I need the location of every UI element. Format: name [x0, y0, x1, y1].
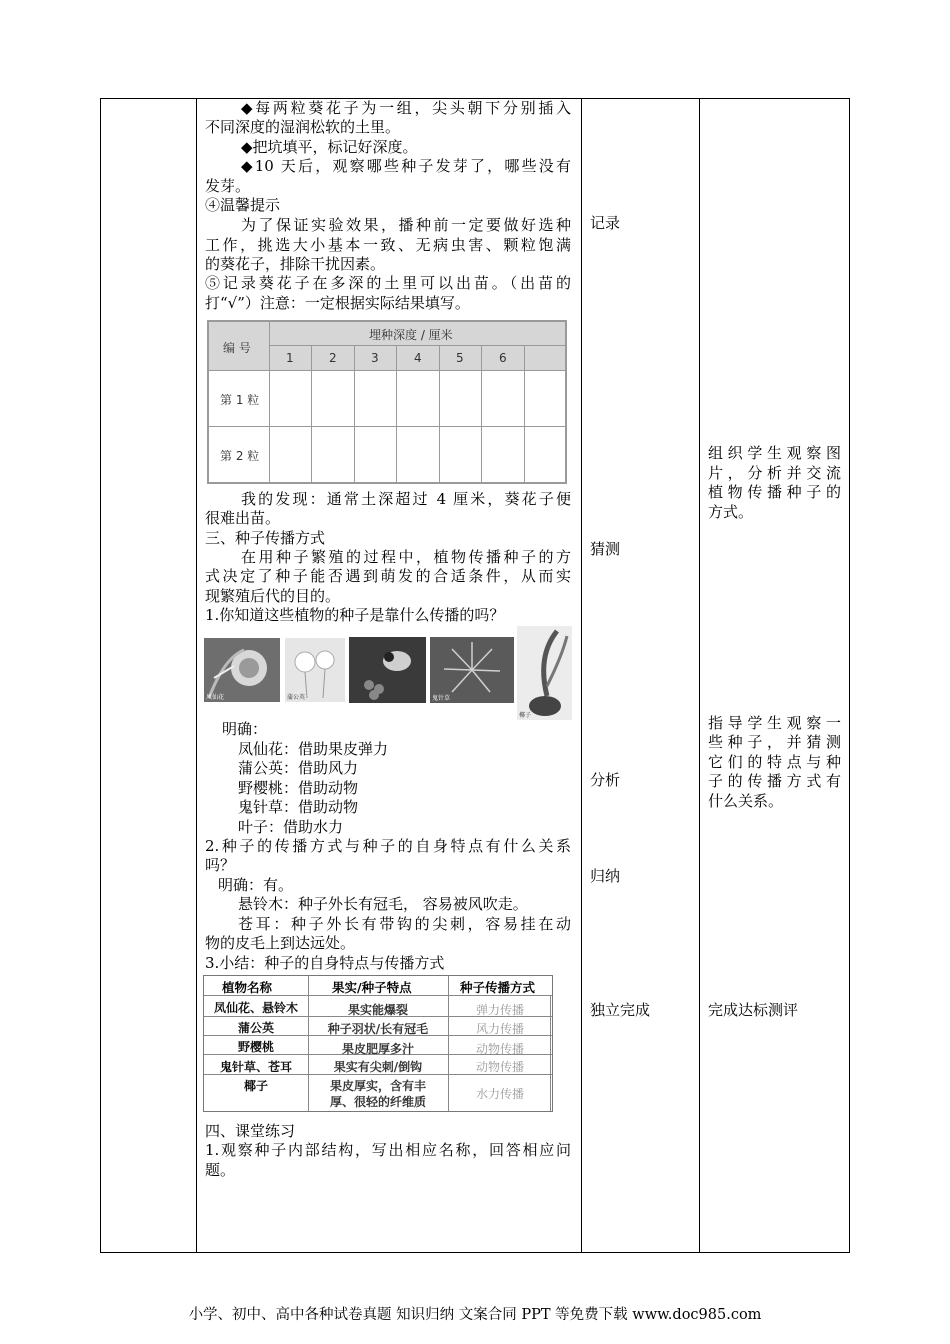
cell-method: 弹力传播: [475, 1003, 524, 1017]
text-line: 明确：有。: [218, 876, 294, 894]
teacher-note: 些种子，并猜测: [708, 733, 841, 751]
cell-method: 动物传播: [475, 1060, 524, 1074]
text-line: 打“√”）注意：一定根据实际结果填写。: [205, 294, 470, 312]
number-header: 编 号: [223, 341, 251, 355]
student-activity: 记录: [590, 214, 621, 232]
photo-caption: 蒲公英: [287, 694, 306, 701]
cell-plant: 凤仙花、悬铃木: [213, 1001, 298, 1015]
text-line: 我的发现：通常土深超过 4 厘米，葵花子便: [241, 490, 571, 508]
column-divider: [196, 99, 197, 1252]
photo-impatiens: [204, 638, 280, 702]
text-line: 的葵花子，排除干扰因素。: [205, 255, 386, 273]
teacher-note: 指导学生观察一: [708, 714, 841, 732]
depth-label: 4: [414, 351, 422, 365]
cell-plant: 野樱桃: [237, 1040, 274, 1054]
text-line: ◆10 天后，观察哪些种子发芽了，哪些没有: [241, 157, 571, 175]
cell-plant: 椰子: [243, 1079, 268, 1093]
student-activity: 归纳: [590, 867, 621, 885]
cell-feature: 果实能爆裂: [347, 1003, 408, 1017]
text-line: 3.小结：种子的自身特点与传播方式: [205, 954, 445, 972]
cell-method: 风力传播: [475, 1022, 524, 1036]
text-line: 野樱桃：借助动物: [238, 779, 359, 797]
photo-coconut: [517, 626, 572, 720]
text-line: ◆每两粒葵花子为一组，尖头朝下分别插入: [241, 99, 571, 117]
teacher-note: 组织学生观察图: [708, 444, 841, 462]
question: 2.种子的传播方式与种子的自身特点有什么关系: [205, 837, 571, 855]
cell-feature-cont: 厚、很轻的纤维质: [329, 1095, 426, 1109]
text-line: 在用种子繁殖的过程中，植物传播种子的方: [241, 548, 571, 566]
text-line: 吗？: [205, 856, 236, 874]
cell-feature: 果皮肥厚多汁: [341, 1042, 414, 1056]
text-line: 题。: [205, 1161, 236, 1179]
depth-label: 2: [329, 351, 337, 365]
text-line: 凤仙花：借助果皮弹力: [238, 740, 389, 758]
text-line: ◆把坑填平，标记好深度。: [241, 138, 418, 156]
depth-label: 6: [499, 351, 507, 365]
text-line: 不同深度的湿润松软的土里。: [205, 118, 401, 136]
summary-table: [203, 975, 553, 1112]
header-plant: 植物名称: [222, 980, 273, 995]
depth-header: 埋种深度 / 厘米: [369, 328, 453, 342]
teacher-note: 植物传播种子的: [708, 483, 841, 501]
teacher-note: 方式。: [708, 503, 754, 521]
cell-plant: 鬼针草、苍耳: [219, 1060, 292, 1074]
teacher-note: 片，分析并交流: [708, 464, 841, 482]
text-line: 1.观察种子内部结构，写出相应名称，回答相应问: [205, 1141, 571, 1159]
text-line: 现繁殖后代的目的。: [205, 587, 341, 605]
bird-cherry-image: [349, 637, 426, 703]
header-method: 种子传播方式: [460, 980, 536, 995]
question: 1.你知道这些植物的种子是靠什么传播的吗？: [205, 606, 505, 624]
coconut-image: [517, 626, 572, 720]
text-line: 蒲公英：借助风力: [238, 759, 359, 777]
depth-label: 5: [456, 351, 464, 365]
text-line: 鬼针草：借助动物: [238, 798, 359, 816]
photo-caption: 鬼针草: [432, 695, 451, 702]
text-line: 工作，挑选大小基本一致、无病虫害、颗粒饱满: [205, 236, 571, 254]
cell-plant: 蒲公英: [237, 1021, 274, 1035]
student-activity: 分析: [590, 771, 621, 789]
cell-feature: 种子羽状/长有冠毛: [327, 1022, 429, 1036]
text-line: 悬铃木：种子外长有冠毛， 容易被风吹走。: [238, 895, 528, 913]
depth-label: 3: [371, 351, 379, 365]
photo-caption: 凤仙花: [206, 694, 225, 701]
photo-dandelion: [285, 638, 345, 702]
photo-caption: 椰子: [519, 712, 532, 719]
teacher-note: 完成达标测评: [708, 1001, 799, 1019]
column-divider: [581, 99, 582, 1252]
subheading: ④温馨提示: [205, 196, 281, 214]
photo-beggarticks: [430, 637, 514, 703]
column-divider: [699, 99, 700, 1252]
student-activity: 猜测: [590, 540, 621, 558]
text-line: 叶子：借助水力: [238, 818, 344, 836]
text-line: 式决定了种子能否遇到萌发的合适条件，从而实: [205, 567, 571, 585]
cell-feature: 果实有尖刺/倒钩: [333, 1060, 423, 1074]
text-line: 明确：: [222, 720, 268, 738]
student-activity: 独立完成: [590, 1001, 651, 1019]
row-label: 第 2 粒: [220, 449, 260, 463]
depth-label: 1: [286, 351, 294, 365]
text-line: 物的皮毛上到达远处。: [205, 934, 356, 952]
row-label: 第 1 粒: [220, 393, 260, 407]
cell-method: 水力传播: [475, 1087, 524, 1101]
teacher-note: 子的传播方式有: [708, 772, 841, 790]
teacher-note: 它们的特点与种: [708, 753, 841, 771]
text-line: 苍耳：种子外长有带钩的尖刺，容易挂在动: [238, 915, 571, 933]
text-line: 很难出苗。: [205, 509, 281, 527]
page-footer: 小学、初中、高中各种试卷真题 知识归纳 文案合同 PPT 等免费下载 www.doc985.com: [188, 1307, 762, 1323]
cell-method: 动物传播: [475, 1042, 524, 1056]
section-heading: 四、课堂练习: [205, 1122, 296, 1140]
cell-feature: 果皮厚实，含有丰: [329, 1079, 426, 1093]
text-line: ⑤记录葵花子在多深的土里可以出苗。（出苗的: [205, 274, 571, 292]
photo-cherry-bird: [349, 637, 426, 703]
text-line: 发芽。: [205, 177, 251, 195]
depth-record-table: [207, 320, 567, 484]
text-line: 为了保证实验效果，播种前一定要做好选种: [241, 216, 571, 234]
section-heading: 三、种子传播方式: [205, 529, 326, 547]
teacher-note: 什么关系。: [708, 792, 784, 810]
header-feature: 果实/种子特点: [332, 980, 412, 995]
